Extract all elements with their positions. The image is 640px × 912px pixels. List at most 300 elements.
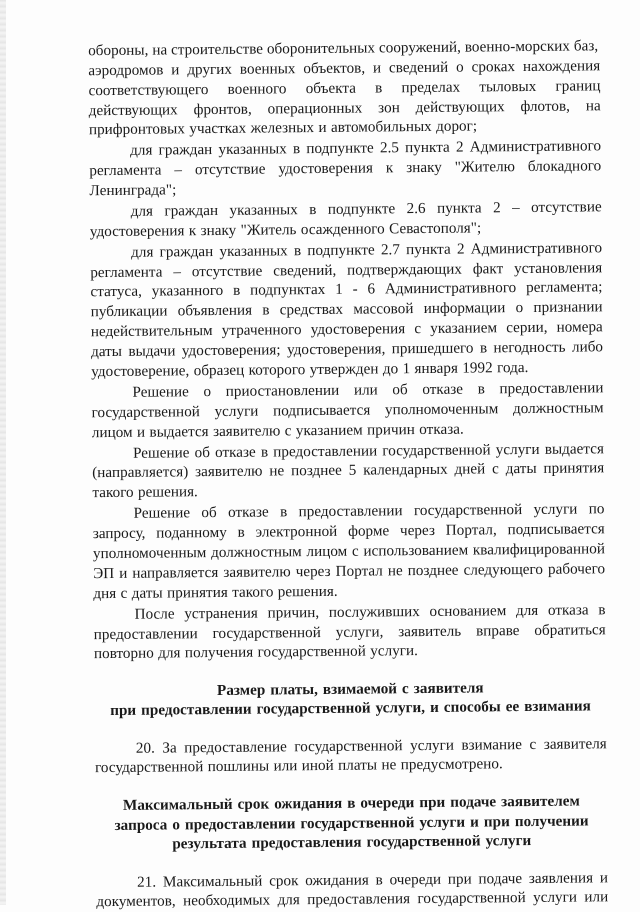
word: (направляется) bbox=[92, 463, 189, 482]
word: об bbox=[194, 444, 211, 462]
word: подаче bbox=[478, 870, 523, 888]
word: в bbox=[375, 871, 383, 889]
word: государственной bbox=[417, 889, 526, 908]
word: услуги bbox=[533, 888, 578, 906]
word: и bbox=[136, 423, 146, 441]
word: государственной bbox=[382, 441, 491, 460]
word: иной bbox=[301, 756, 334, 775]
word: удостоверения bbox=[310, 320, 406, 339]
word: взимание bbox=[461, 736, 523, 754]
word: уполномоченным bbox=[92, 544, 207, 563]
word: железных bbox=[250, 119, 315, 137]
word: Севастополя"; bbox=[389, 219, 482, 238]
word: указанных bbox=[219, 242, 288, 260]
word: регламента; bbox=[525, 278, 603, 297]
word: указанных bbox=[229, 201, 298, 219]
word: через bbox=[295, 562, 331, 581]
word: которого bbox=[248, 361, 306, 379]
word: с bbox=[120, 584, 128, 602]
word: фронтов, bbox=[193, 100, 252, 119]
word: заявитель bbox=[398, 622, 462, 641]
word: утвержден bbox=[309, 360, 379, 379]
word: даты bbox=[505, 459, 537, 478]
word: статуса, bbox=[90, 282, 142, 301]
word: очереди bbox=[389, 870, 442, 889]
body-text-line-18 bbox=[132, 379, 603, 402]
body-text-line-3 bbox=[88, 77, 600, 100]
word: не bbox=[381, 756, 397, 774]
word: действующих bbox=[88, 101, 178, 120]
word: с bbox=[351, 542, 359, 560]
word: и bbox=[470, 813, 479, 831]
body-text-line-22 bbox=[92, 459, 604, 482]
word: электронной bbox=[255, 522, 338, 541]
word: тыловых bbox=[479, 77, 537, 96]
word: удостоверения bbox=[278, 159, 374, 178]
word: государственной bbox=[212, 624, 321, 643]
word: документов, bbox=[96, 892, 176, 911]
word: аэродромов bbox=[88, 61, 164, 80]
word: указанного bbox=[151, 281, 224, 300]
word: указанием bbox=[295, 421, 363, 440]
word: в bbox=[260, 443, 269, 461]
word: военных bbox=[239, 60, 296, 78]
word: объекта bbox=[305, 79, 357, 98]
word: пункта bbox=[436, 199, 482, 217]
word: о bbox=[515, 299, 524, 317]
word: обратиться bbox=[534, 621, 606, 639]
word: для bbox=[515, 601, 539, 620]
word: 2 bbox=[492, 199, 501, 217]
word: для bbox=[130, 202, 154, 220]
body-text-line-20 bbox=[92, 419, 604, 442]
word: с bbox=[401, 680, 409, 698]
word: негодность bbox=[493, 338, 566, 357]
word: государственной bbox=[300, 814, 415, 833]
word: Размер bbox=[216, 681, 266, 699]
word: - bbox=[352, 280, 358, 298]
word: граждан bbox=[159, 243, 214, 261]
word: должностным bbox=[512, 399, 604, 418]
word: не bbox=[387, 562, 403, 580]
word: удостоверения; bbox=[181, 341, 281, 360]
word: военного bbox=[227, 80, 287, 98]
word: платы bbox=[338, 756, 378, 774]
word: запросу, bbox=[92, 524, 146, 543]
word: Портал bbox=[335, 562, 383, 580]
word: Портал, bbox=[445, 521, 497, 539]
word: подпунктах bbox=[250, 280, 326, 299]
word: в bbox=[280, 503, 288, 521]
word: и bbox=[599, 869, 609, 887]
section-heading-line-33 bbox=[94, 697, 606, 720]
word: услуги bbox=[485, 831, 532, 850]
word: дорог; bbox=[436, 117, 478, 135]
word: даты bbox=[131, 584, 163, 602]
word: блокадного bbox=[527, 157, 602, 175]
word: "Житель bbox=[240, 221, 297, 239]
word: сведений, bbox=[273, 261, 337, 280]
word: "Жителю bbox=[454, 158, 516, 176]
word: знаку bbox=[200, 221, 237, 240]
word: Максимальный bbox=[162, 872, 263, 891]
word: объявления bbox=[177, 301, 253, 320]
word: Решение bbox=[132, 383, 189, 401]
word: решения. bbox=[137, 483, 198, 501]
word: сроках bbox=[471, 58, 516, 76]
word: для bbox=[131, 243, 154, 261]
body-text-line-19 bbox=[92, 399, 604, 422]
word: на bbox=[585, 97, 601, 115]
word: отказе bbox=[215, 443, 256, 462]
word: предоставлении bbox=[298, 502, 403, 521]
word: услуги bbox=[409, 736, 455, 755]
word: очереди bbox=[360, 794, 415, 812]
word: зон bbox=[378, 99, 400, 117]
word: информации bbox=[423, 299, 506, 317]
word: пункта bbox=[405, 138, 450, 157]
word: – bbox=[511, 199, 520, 217]
body-text-line-31 bbox=[94, 640, 606, 663]
word: необходимых bbox=[183, 891, 271, 910]
word: заявителем bbox=[501, 792, 580, 811]
section-heading-line-38 bbox=[96, 831, 608, 854]
word: в bbox=[347, 794, 356, 812]
word: установления bbox=[513, 259, 603, 278]
word: государственной bbox=[94, 758, 204, 777]
body-text-line-13 bbox=[90, 278, 602, 301]
word: вправе bbox=[475, 622, 520, 640]
word: дня bbox=[93, 584, 117, 603]
word: в bbox=[292, 140, 301, 158]
word: государственной bbox=[294, 737, 403, 756]
word: Решение bbox=[133, 504, 191, 522]
word: отсутствие bbox=[191, 262, 263, 281]
body-text-line-8 bbox=[89, 181, 189, 200]
word: отказе bbox=[422, 380, 464, 399]
body-text-line-29 bbox=[134, 601, 605, 624]
word: предусмотрено. bbox=[400, 755, 503, 774]
word: подписывается bbox=[507, 520, 605, 539]
word: 2.5 bbox=[379, 139, 400, 157]
word: и bbox=[429, 698, 439, 716]
word: сооружений, bbox=[378, 38, 461, 57]
word: платы, bbox=[270, 681, 318, 699]
word: Решение bbox=[132, 444, 190, 462]
word: получения bbox=[184, 643, 254, 662]
word: подписывается bbox=[272, 401, 371, 420]
word: либо bbox=[571, 338, 604, 356]
word: на bbox=[152, 41, 168, 59]
word: Ленинграда"; bbox=[89, 181, 177, 200]
word: и bbox=[372, 59, 382, 77]
word: граждан bbox=[164, 201, 219, 220]
word: услуги bbox=[495, 440, 540, 459]
word: отсутствие bbox=[194, 160, 266, 179]
word: при bbox=[447, 870, 472, 888]
word: в bbox=[309, 201, 317, 219]
word: массовой bbox=[353, 300, 414, 318]
section-heading-line-36 bbox=[95, 792, 607, 815]
word: результата bbox=[172, 834, 247, 853]
word: или bbox=[584, 888, 609, 906]
word: предоставлении bbox=[184, 815, 296, 834]
word: Административного bbox=[469, 137, 602, 156]
body-text-line-14 bbox=[91, 298, 603, 321]
word: пришедшего bbox=[391, 339, 474, 358]
body-text-line-26 bbox=[93, 540, 605, 563]
word: к bbox=[385, 159, 394, 177]
word: сведений bbox=[388, 58, 449, 77]
word: в bbox=[375, 79, 383, 97]
word: отсутствие bbox=[530, 198, 602, 216]
word: причин bbox=[367, 421, 415, 439]
word: баз, bbox=[573, 37, 599, 55]
word: принятия bbox=[543, 459, 605, 477]
word: участках bbox=[189, 119, 247, 138]
word: такого bbox=[92, 483, 134, 502]
word: с bbox=[491, 460, 499, 478]
word: в bbox=[237, 523, 245, 541]
body-text-line-1 bbox=[88, 37, 598, 60]
word: средствах bbox=[279, 300, 344, 319]
word: оборонительных bbox=[266, 39, 376, 58]
word: За bbox=[162, 739, 177, 757]
word: недействительным bbox=[90, 322, 213, 341]
word: удостоверения, bbox=[286, 340, 386, 359]
body-text-line-9 bbox=[131, 198, 602, 221]
word: знаку bbox=[406, 158, 442, 177]
word: 5 bbox=[348, 461, 357, 479]
word: заявителю bbox=[212, 422, 281, 441]
word: Административного bbox=[470, 239, 603, 258]
word: по bbox=[588, 500, 605, 518]
word: принятия bbox=[166, 583, 228, 602]
word: После bbox=[134, 605, 175, 623]
word: или bbox=[353, 381, 378, 399]
word: осажденного bbox=[300, 220, 385, 239]
word: для bbox=[277, 891, 300, 909]
word: с bbox=[414, 320, 422, 338]
word: через bbox=[399, 521, 435, 540]
word: с bbox=[529, 735, 537, 754]
word: указанных bbox=[218, 140, 287, 158]
word: указанием bbox=[430, 319, 498, 337]
word: образец bbox=[193, 361, 245, 380]
word: уполномоченным bbox=[384, 400, 499, 419]
body-text-line-16 bbox=[91, 338, 603, 361]
word: при bbox=[110, 701, 137, 720]
word: отказа bbox=[547, 601, 589, 619]
word: приостановлении bbox=[225, 381, 340, 400]
word: факт bbox=[472, 260, 504, 278]
word: ожидания bbox=[305, 871, 369, 890]
word: предоставлении bbox=[499, 379, 604, 398]
word: других bbox=[187, 60, 233, 79]
word: ожидания bbox=[274, 794, 343, 813]
word: отказе bbox=[227, 503, 269, 521]
word: предоставление bbox=[184, 738, 287, 757]
word: об bbox=[201, 503, 217, 522]
word: взимаемой bbox=[322, 680, 398, 698]
body-text-line-10 bbox=[90, 218, 602, 241]
word: решения. bbox=[277, 582, 338, 601]
word: рабочего bbox=[547, 560, 606, 578]
word: удостоверение, bbox=[91, 362, 190, 381]
word: поданному bbox=[156, 523, 227, 542]
word: в bbox=[598, 601, 606, 619]
word: объектов, bbox=[303, 59, 366, 78]
word: причин, bbox=[267, 604, 320, 622]
word: об bbox=[392, 381, 408, 399]
word: запроса bbox=[114, 816, 168, 834]
word: выдается bbox=[544, 440, 604, 458]
word: действующих bbox=[415, 98, 505, 117]
word: 2 bbox=[455, 138, 464, 156]
word: серии, bbox=[506, 318, 548, 337]
word: подаче bbox=[450, 793, 497, 811]
word: позднее bbox=[290, 461, 342, 480]
word: 2.6 bbox=[406, 199, 426, 218]
word: граждан bbox=[158, 141, 213, 159]
word: Административного bbox=[384, 279, 517, 298]
body-text-line-11 bbox=[131, 239, 602, 262]
word: выдачи bbox=[128, 342, 176, 360]
word: публикации bbox=[90, 302, 168, 321]
word: для bbox=[130, 141, 153, 159]
word: выдается bbox=[149, 423, 209, 441]
word: устранения bbox=[184, 604, 258, 623]
word: – bbox=[174, 161, 183, 179]
word: предоставлении bbox=[93, 625, 198, 644]
word: и bbox=[171, 61, 180, 79]
word: года. bbox=[496, 358, 529, 377]
word: января bbox=[414, 359, 458, 378]
word: подпункте bbox=[327, 200, 396, 218]
word: направляется bbox=[132, 563, 219, 582]
word: срок bbox=[237, 795, 270, 813]
word: государственной bbox=[256, 699, 371, 718]
word: в bbox=[233, 281, 241, 299]
word: Максимальный bbox=[122, 795, 233, 814]
word: такого bbox=[232, 583, 274, 601]
word: с bbox=[284, 422, 292, 440]
word: послуживших bbox=[328, 603, 420, 621]
word: регламента bbox=[89, 161, 162, 180]
word: 1992 bbox=[462, 359, 493, 377]
word: номера bbox=[556, 318, 603, 336]
word: даты bbox=[90, 342, 123, 361]
word: подпункте bbox=[307, 241, 375, 260]
word: услуги, bbox=[335, 623, 384, 641]
word: заявителя bbox=[543, 735, 607, 753]
word: заявителя bbox=[413, 679, 484, 698]
word: прифронтовых bbox=[88, 120, 186, 139]
body-text-line-6 bbox=[130, 137, 601, 160]
body-text-line-7 bbox=[89, 157, 601, 180]
word: о bbox=[203, 383, 212, 401]
word: о bbox=[456, 58, 464, 76]
word: ЭП bbox=[93, 564, 115, 583]
word: 21. bbox=[137, 873, 157, 891]
word: в bbox=[477, 380, 485, 398]
word: государственной bbox=[413, 501, 523, 520]
word: предоставления bbox=[307, 890, 411, 909]
word: строительстве bbox=[170, 40, 264, 59]
word: форме bbox=[347, 522, 390, 540]
word: до bbox=[382, 360, 399, 378]
word: срок bbox=[269, 872, 299, 890]
body-text-line-17 bbox=[91, 358, 603, 381]
word: способы bbox=[443, 698, 501, 716]
word: флотов, bbox=[520, 97, 570, 116]
word: удостоверения bbox=[89, 222, 185, 241]
word: отказа. bbox=[419, 420, 464, 439]
word: взимания bbox=[524, 697, 591, 716]
body-text-line-24 bbox=[134, 500, 605, 523]
word: военно-морских bbox=[464, 37, 570, 56]
word: или bbox=[273, 757, 298, 775]
word: услуги. bbox=[370, 642, 418, 660]
word: повторно bbox=[93, 644, 154, 663]
word: государственной bbox=[91, 403, 200, 422]
word: позднее bbox=[407, 561, 459, 580]
word: 2.7 bbox=[380, 241, 400, 259]
word: предоставлении bbox=[141, 700, 252, 719]
word: автомобильных bbox=[330, 117, 432, 136]
word: заявителю bbox=[223, 563, 291, 581]
word: получении bbox=[514, 812, 589, 831]
word: границ bbox=[555, 77, 601, 95]
word: 1 bbox=[335, 280, 343, 298]
word: в bbox=[293, 242, 302, 260]
word: дней bbox=[454, 460, 486, 478]
word: 20. bbox=[135, 739, 155, 757]
body-text-line-2 bbox=[88, 57, 600, 80]
word: квалифицированной bbox=[472, 540, 605, 559]
body-text-line-25 bbox=[93, 520, 605, 543]
word: 1 bbox=[402, 360, 411, 378]
body-text-line-5 bbox=[89, 116, 601, 139]
word: подпункте bbox=[306, 139, 374, 158]
word: утраченного bbox=[221, 321, 302, 339]
word: услуги, bbox=[375, 699, 426, 717]
word: о bbox=[172, 816, 181, 834]
word: ее bbox=[505, 698, 520, 716]
word: регламента bbox=[90, 263, 163, 282]
body-text-line-28 bbox=[93, 580, 605, 603]
word: к bbox=[188, 222, 197, 240]
word: услуги bbox=[419, 813, 466, 832]
word: признании bbox=[533, 298, 603, 316]
word: пошлины bbox=[207, 757, 270, 776]
word: услуги bbox=[214, 402, 259, 421]
word: пределах bbox=[401, 78, 461, 97]
word: лицом bbox=[306, 542, 348, 561]
word: государственной bbox=[257, 642, 366, 661]
word: операционных bbox=[267, 99, 363, 118]
word: основанием bbox=[429, 602, 507, 620]
word: при bbox=[483, 813, 510, 831]
word: не bbox=[269, 462, 285, 480]
word: 2 bbox=[456, 240, 465, 258]
word: календарных bbox=[363, 460, 448, 479]
word: услуги bbox=[533, 500, 578, 518]
body-text-line-15 bbox=[91, 318, 603, 341]
body-text-line-23 bbox=[92, 479, 604, 502]
word: предоставления bbox=[251, 833, 362, 852]
word: лицом bbox=[91, 423, 133, 442]
